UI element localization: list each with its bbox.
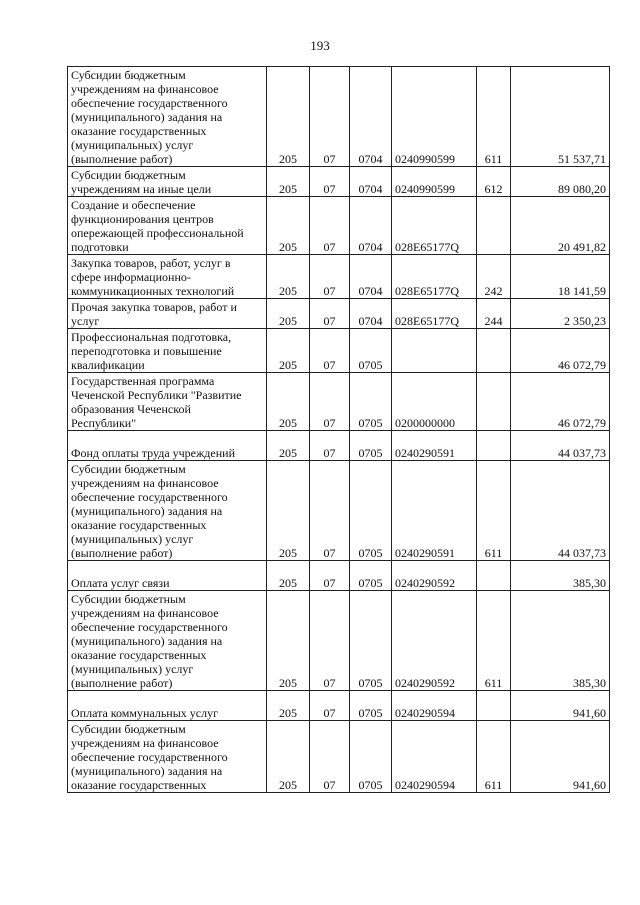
row-csr: 0240990599 [392, 67, 477, 167]
row-name: Оплата услуг связи [68, 561, 267, 591]
row-amount: 20 491,82 [511, 197, 610, 255]
row-csr: 0200000000 [392, 373, 477, 431]
row-ved: 205 [267, 197, 310, 255]
table-row [68, 691, 610, 721]
row-ved: 205 [267, 561, 310, 591]
table-row [68, 299, 610, 329]
row-prz: 0705 [350, 721, 392, 793]
row-prz: 0704 [350, 67, 392, 167]
row-prz: 0705 [350, 373, 392, 431]
table-row [68, 461, 610, 561]
page-number: 193 [310, 38, 330, 53]
row-csr: 028E65177Q [392, 299, 477, 329]
table-row [68, 167, 610, 197]
table-row [68, 329, 610, 373]
row-prz: 0705 [350, 329, 392, 373]
row-vr: 611 [477, 721, 511, 793]
row-vr: 612 [477, 167, 511, 197]
row-csr: 0240290591 [392, 431, 477, 461]
row-rz: 07 [310, 461, 350, 561]
row-ved: 205 [267, 67, 310, 167]
row-name: Создание и обеспечение функционирования центров опережающей профессиональной подготовки [68, 197, 267, 255]
row-rz: 07 [310, 255, 350, 299]
row-rz: 07 [310, 691, 350, 721]
row-name: Субсидии бюджетным учреждениям на финансовое обеспечение государственного (муниципального) задания на оказание государственных (муниципальных) услуг (выполнение работ) [68, 591, 267, 691]
row-ved: 205 [267, 167, 310, 197]
row-ved: 205 [267, 329, 310, 373]
row-csr: 0240290594 [392, 721, 477, 793]
row-vr: 242 [477, 255, 511, 299]
row-vr: 244 [477, 299, 511, 329]
row-ved: 205 [267, 431, 310, 461]
row-vr: 611 [477, 591, 511, 691]
row-amount: 2 350,23 [511, 299, 610, 329]
row-prz: 0704 [350, 299, 392, 329]
row-csr: 028E65177Q [392, 197, 477, 255]
row-prz: 0704 [350, 167, 392, 197]
row-name: Профессиональная подготовка, переподготовка и повышение квалификации [68, 329, 267, 373]
row-rz: 07 [310, 67, 350, 167]
row-name: Прочая закупка товаров, работ и услуг [68, 299, 267, 329]
budget-table-body [68, 67, 610, 793]
table-row [68, 431, 610, 461]
row-prz: 0704 [350, 197, 392, 255]
row-amount: 51 537,71 [511, 67, 610, 167]
row-csr: 0240290594 [392, 691, 477, 721]
row-name: Субсидии бюджетным учреждениям на финансовое обеспечение государственного (муниципального) задания на оказание государственных (муниципальных) услуг (выполнение работ) [68, 67, 267, 167]
row-vr: 611 [477, 461, 511, 561]
row-name: Оплата коммунальных услуг [68, 691, 267, 721]
row-csr [392, 329, 477, 373]
row-csr: 0240990599 [392, 167, 477, 197]
row-rz: 07 [310, 373, 350, 431]
row-vr [477, 691, 511, 721]
row-vr [477, 197, 511, 255]
row-amount: 941,60 [511, 691, 610, 721]
row-ved: 205 [267, 373, 310, 431]
row-csr: 028E65177Q [392, 255, 477, 299]
row-amount: 44 037,73 [511, 431, 610, 461]
row-prz: 0705 [350, 591, 392, 691]
row-prz: 0704 [350, 255, 392, 299]
row-prz: 0705 [350, 431, 392, 461]
table-row [68, 591, 610, 691]
table-row [68, 721, 610, 793]
row-rz: 07 [310, 431, 350, 461]
row-ved: 205 [267, 721, 310, 793]
row-rz: 07 [310, 299, 350, 329]
row-csr: 0240290592 [392, 591, 477, 691]
row-name: Субсидии бюджетным учреждениям на финансовое обеспечение государственного (муниципального) задания на оказание государственных (муниципальных) услуг (выполнение работ) [68, 461, 267, 561]
row-amount: 18 141,59 [511, 255, 610, 299]
row-csr: 0240290591 [392, 461, 477, 561]
row-rz: 07 [310, 167, 350, 197]
row-prz: 0705 [350, 461, 392, 561]
row-prz: 0705 [350, 561, 392, 591]
row-name: Фонд оплаты труда учреждений [68, 431, 267, 461]
row-amount: 941,60 [511, 721, 610, 793]
table-row [68, 197, 610, 255]
row-prz: 0705 [350, 691, 392, 721]
row-rz: 07 [310, 591, 350, 691]
row-amount: 385,30 [511, 591, 610, 691]
row-amount: 89 080,20 [511, 167, 610, 197]
row-rz: 07 [310, 721, 350, 793]
row-ved: 205 [267, 591, 310, 691]
row-name: Закупка товаров, работ, услуг в сфере информационно- коммуникационных технологий [68, 255, 267, 299]
row-rz: 07 [310, 561, 350, 591]
table-row [68, 373, 610, 431]
row-vr: 611 [477, 67, 511, 167]
row-vr [477, 431, 511, 461]
row-rz: 07 [310, 197, 350, 255]
table-row [68, 255, 610, 299]
row-vr [477, 373, 511, 431]
row-ved: 205 [267, 461, 310, 561]
row-name: Государственная программа Чеченской Республики "Развитие образования Чеченской Республики" [68, 373, 267, 431]
row-name: Субсидии бюджетным учреждениям на иные цели [68, 167, 267, 197]
budget-table [67, 66, 610, 793]
row-amount: 46 072,79 [511, 373, 610, 431]
row-ved: 205 [267, 299, 310, 329]
row-name: Субсидии бюджетным учреждениям на финансовое обеспечение государственного (муниципального) задания на оказание государственных [68, 721, 267, 793]
row-vr [477, 329, 511, 373]
row-amount: 44 037,73 [511, 461, 610, 561]
row-vr [477, 561, 511, 591]
row-rz: 07 [310, 329, 350, 373]
row-ved: 205 [267, 255, 310, 299]
row-csr: 0240290592 [392, 561, 477, 591]
row-amount: 46 072,79 [511, 329, 610, 373]
table-row [68, 561, 610, 591]
row-ved: 205 [267, 691, 310, 721]
table-row [68, 67, 610, 167]
row-amount: 385,30 [511, 561, 610, 591]
